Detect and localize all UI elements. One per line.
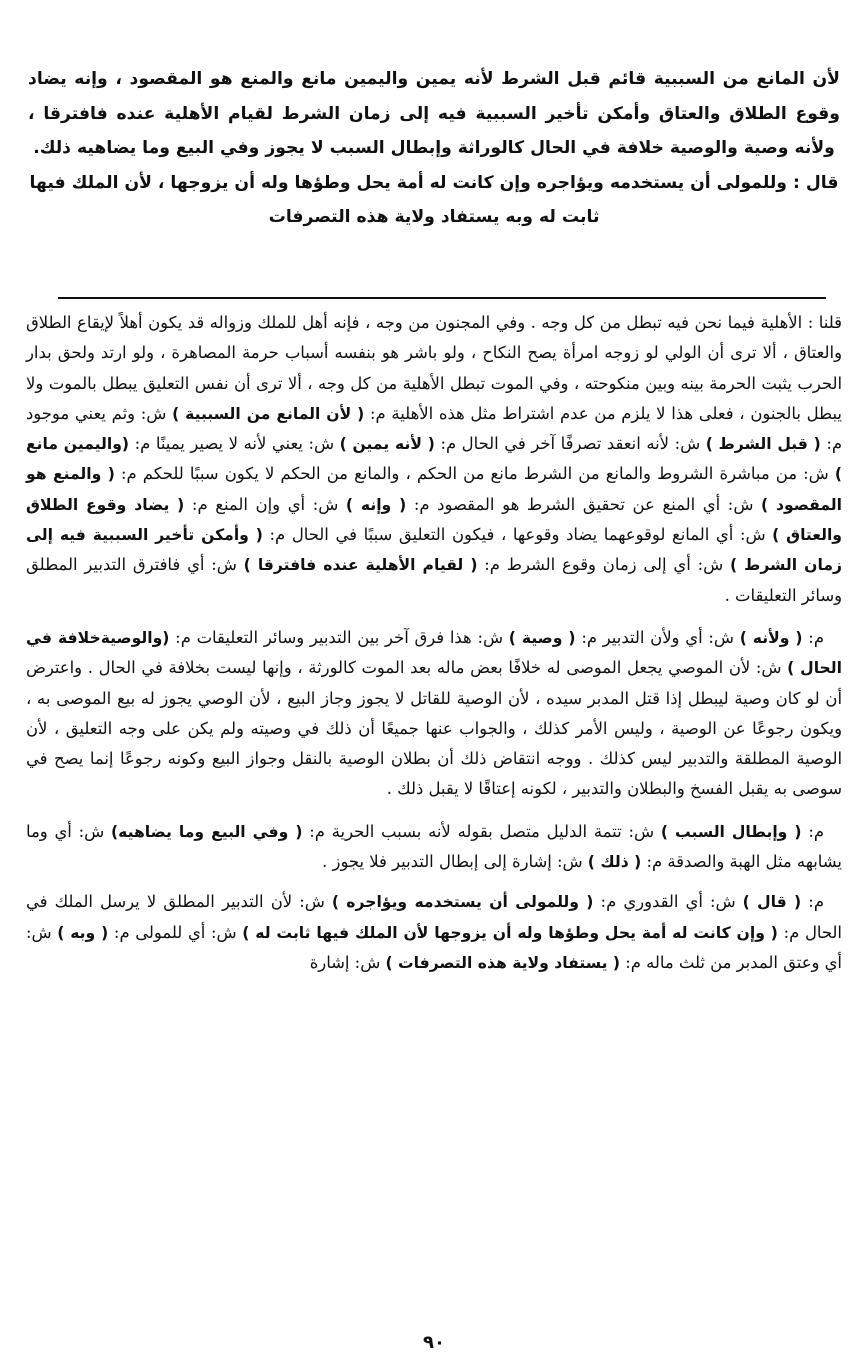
commentary-block — [26, 308, 842, 990]
quoted-matn: ( والمنع هو المقصود ) — [26, 465, 842, 514]
main-text-paragraph: قال : وللمولى أن يستخدمه ويؤاجره وإن كانت له أمة يحل وطؤها وله أن يزوجها ، لأن الملك فيها ثابت له وبه يستفاد ولاية هذه التصرفات — [29, 172, 839, 228]
commentary-text: ش: هذا فرق آخر بين التدبير وسائر التعليقات م: — [175, 627, 503, 647]
quoted-matn: (والوصيةخلافة في الحال ) — [26, 628, 842, 678]
quoted-matn: ( وأمكن تأخير السببية فيه إلى زمان الشرط ) — [26, 526, 842, 575]
quoted-matn: ( وإن كانت له أمة يحل وطؤها وله أن يزوجها لأن الملك فيها ثابت له ) — [242, 923, 778, 942]
commentary-text: ش: لأن الموصي يجعل الموصى له خلافًا بعض ماله بعد الموت كالورثة ، وإنها ليست بخلافة في الحال . واعترض أن لو كان وصية ليبطل إذا قتل المدبر سيده ، لأن الوصية للقاتل لا يجوز وجاز البيع ، لأن الوصي يجوز له بيع الموصى به ، ويكون رجوعًا عن الوصية ، وليس الأمر كذلك ، والجواب عنها جميعًا أن ذلك في وصيته ولم يكن على وجه التعليق ، لأن الوصية المطلقة والتدبير ليس كذلك . ووجه انتقاض ذلك أن بطلان الوصية بالنقل وجواز البيع وكونه رجوعًا إنما يصح في سوصى به يقبل الفسخ والبطلان والتدبير ، لكونه إعتاقًا لا يقبل ذلك . — [26, 658, 842, 799]
text-divider — [58, 297, 826, 299]
quoted-matn: ( قبل الشرط ) — [705, 435, 821, 454]
commentary-paragraph — [26, 623, 842, 805]
commentary-text: ش: وثم يعني موجود م: — [26, 403, 843, 454]
quoted-matn: ( يستفاد ولاية هذه التصرفات ) — [385, 953, 621, 972]
commentary-text: ش: أي فافترق التدبير المطلق وسائر التعليقات . — [26, 555, 842, 605]
commentary-text: ش: من مباشرة الشروط والمانع من الشرط مانع من الحكم ، والمانع من الحكم لا يكون سببًا للحكم م: — [120, 464, 829, 484]
quoted-matn: ( يضاد وقوع الطلاق والعتاق ) — [26, 495, 842, 545]
main-text-paragraph: لأن المانع من السببية قائم قبل الشرط لأنه يمين واليمين مانع والمنع هو المقصود ، وإنه يضاد وقوع الطلاق والعتاق وأمكن تأخير السببية فيه إلى زمان الشرط لقيام الأهلية عنده فافترقا ، ولأنه وصية والوصية خلافة في الحال كالوراثة وإبطال السبب لا يجوز وفي البيع وما يضاهيه ذلك. — [28, 69, 840, 159]
quoted-matn: (واليمين مانع ) — [26, 435, 842, 484]
quoted-matn: ( لأن المانع من السببية ) — [172, 404, 365, 423]
commentary-text: م: — [808, 627, 824, 647]
quoted-matn: ( وإنه ) — [345, 495, 407, 514]
quoted-matn: ( لأنه يمين ) — [339, 435, 435, 454]
commentary-text: ش: أي القدوري م: — [600, 892, 736, 912]
commentary-text: ش: أي للمولى م: — [113, 922, 237, 942]
quoted-matn: ( وفي البيع وما يضاهيه) — [111, 822, 303, 841]
quoted-matn: ( وبه ) — [57, 923, 109, 942]
commentary-text: ش: أي ولأن التدبير م: — [581, 627, 734, 647]
commentary-paragraph — [26, 817, 842, 878]
commentary-text: ش: أي إلى زمان وقوع الشرط م: — [484, 555, 724, 575]
commentary-text: ش: لأن التدبير المطلق لا يرسل الملك في الحال م: — [26, 892, 842, 942]
main-text-block — [28, 62, 840, 235]
quoted-matn: ( وإبطال السبب ) — [660, 822, 802, 841]
commentary-text: ش: أي وما يشابهه مثل الهبة والصدقة م: — [26, 821, 842, 872]
quoted-matn: ( قال ) — [742, 893, 802, 912]
quoted-matn: ( وللمولى أن يستخدمه ويؤاجره ) — [331, 893, 594, 912]
commentary-text: م: — [808, 892, 824, 912]
commentary-text: ش: أي المنع عن تحقيق الشرط هو المقصود م: — [413, 494, 754, 514]
quoted-matn: ( ولأنه ) — [739, 628, 803, 647]
commentary-text: ش: أي المانع لوقوعهما يضاد وقوعها ، فيكون التعليق سببًا في الحال م: — [269, 525, 766, 545]
commentary-text: قلنا : الأهلية فيما نحن فيه تبطل من كل وجه . وفي المجنون من وجه ، فإنه أهل للملك وزواله قد يكون أهلاً لإيقاع الطلاق والعتاق ، ألا ترى أن الولي لو زوجه امرأة يصح النكاح ، ولو باشر هو بنفسه أسباب حرمة المصاهرة ، ولو ارتد ولحق بدار الحرب يثبت الحرمة بينه وبين منكوحته ، وفي الموت تبطل الأهلية من كل وجه ، ألا ترى أن نفس التعليق يبطل بالموت ولا يبطل بالجنون ، فعلى هذا لا يلزم من عدم اشتراط مثل هذه الأهلية م: — [26, 313, 842, 423]
commentary-text: ش: لأنه انعقد تصرفًا آخر في الحال م: — [440, 434, 701, 454]
quoted-matn: ( ذلك ) — [587, 853, 642, 872]
commentary-text: ش: تتمة الدليل متصل بقوله لأنه بسبب الحرية م: — [309, 821, 655, 841]
page-number: ٩٠ — [423, 1332, 445, 1353]
quoted-matn: ( لقيام الأهلية عنده فافترقا ) — [243, 556, 478, 575]
commentary-text: ش: يعني لأنه لا يصير يمينًا م: — [134, 434, 335, 454]
commentary-text: ش: أي وإن المنع م: — [191, 494, 339, 514]
commentary-text: ش: إشارة — [309, 952, 381, 972]
commentary-paragraph — [26, 308, 842, 611]
commentary-paragraph — [26, 887, 842, 978]
commentary-text: ش: إشارة إلى إبطال التدبير فلا يجوز . — [322, 852, 583, 872]
quoted-matn: ( وصية ) — [508, 628, 576, 647]
commentary-text: م: — [808, 821, 824, 841]
commentary-text: ش: أي وعتق المدبر من ثلث ماله م: — [26, 922, 842, 972]
